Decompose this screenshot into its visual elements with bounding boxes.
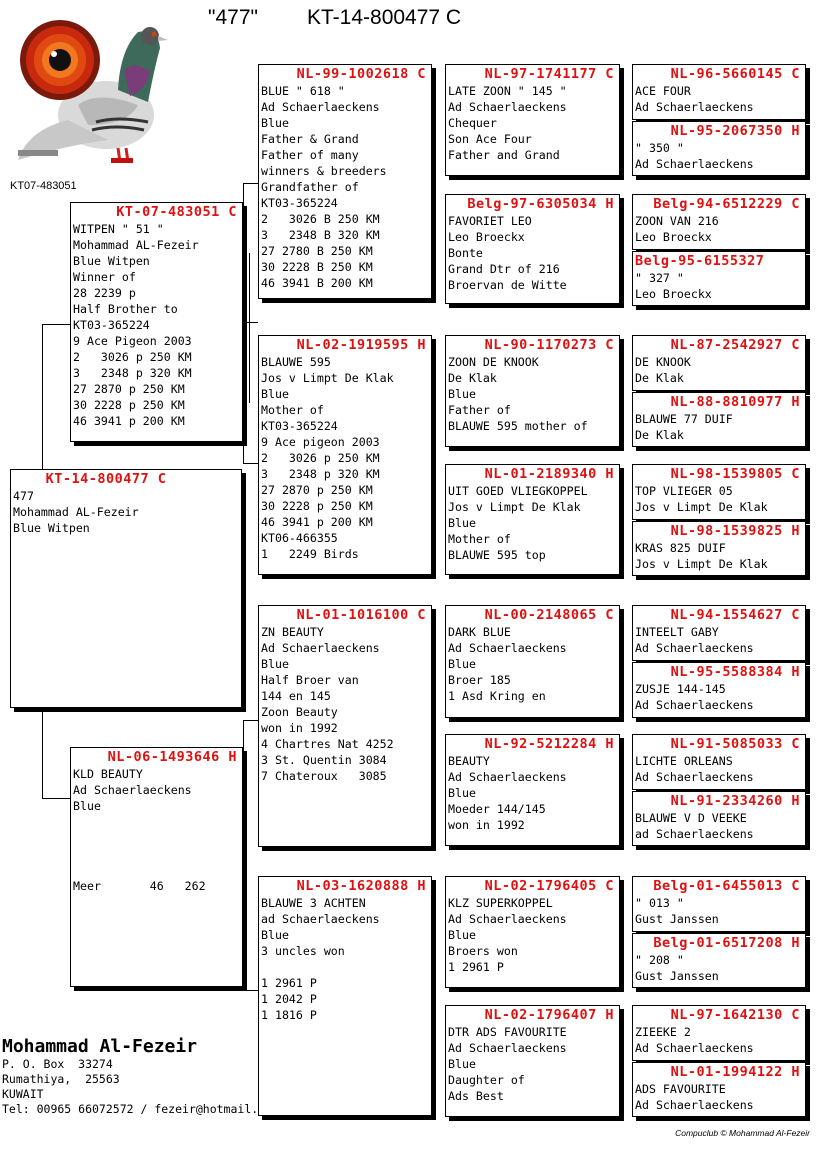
photo-caption: KT07-483051	[10, 180, 77, 192]
info-line: " 013 "	[635, 896, 684, 910]
owner-block	[2, 1036, 258, 1117]
info-line: Half Broer van	[261, 673, 359, 687]
info-line: 2 3026 B 250 KM	[261, 212, 380, 226]
gen3-card	[445, 605, 620, 718]
info-line: 1 2961 P	[448, 960, 504, 974]
info-line: Gust Janssen	[635, 969, 719, 983]
info-line: 1 2961 P	[261, 976, 317, 990]
ring-number: Belg-01-6455013 C	[653, 878, 800, 894]
info-line: Leo Broeckx	[635, 287, 712, 301]
info-line: " 350 "	[635, 141, 684, 155]
ring-number: NL-90-1170273 C	[484, 337, 614, 353]
info-line: " 208 "	[635, 953, 684, 967]
ring-number: NL-88-8810977 H	[670, 394, 800, 410]
info-line: 30 2228 p 250 KM	[261, 499, 373, 513]
ring-number: NL-91-5085033 C	[670, 736, 800, 752]
info-line: Father & Grand	[261, 132, 359, 146]
info-line: 27 2780 B 250 KM	[261, 244, 373, 258]
gen4-card	[632, 734, 806, 790]
info-line: KT03-365224	[261, 196, 338, 210]
info-line: Blue	[261, 928, 289, 942]
info-line: BLAUWE 3 ACHTEN	[261, 896, 366, 910]
ring-number: NL-97-1741177 C	[484, 66, 614, 82]
sire-card	[70, 202, 243, 442]
info-line: 27 2870 p 250 KM	[261, 483, 373, 497]
info-line: ad Schaerlaeckens	[261, 912, 380, 926]
info-line: Ad Schaerlaeckens	[73, 783, 192, 797]
info-line: BLAUWE 595 top	[448, 548, 546, 562]
ring-number: NL-98-1539825 H	[670, 523, 800, 539]
info-line: Ad Schaerlaeckens	[261, 100, 380, 114]
info-line: Jos v Limpt De Klak	[635, 557, 768, 571]
info-line: Blue	[448, 928, 476, 942]
ring-number: NL-01-2189340 H	[484, 466, 614, 482]
info-line: ZN BEAUTY	[261, 625, 324, 639]
gen3-card	[445, 1005, 620, 1117]
info-line: 9 Ace Pigeon 2003	[73, 334, 192, 348]
info-line: Mother of	[261, 403, 324, 417]
gen4-card	[632, 1005, 806, 1061]
info-line: 28 2239 p	[73, 286, 136, 300]
info-line: 30 2228 p 250 KM	[73, 398, 185, 412]
info-line: won in 1992	[261, 721, 338, 735]
info-line: Ad Schaerlaeckens	[261, 641, 380, 655]
info-line: 1 2042 P	[261, 992, 317, 1006]
info-line: 1 2249 Birds	[261, 547, 359, 561]
info-line: TOP VLIEGER 05	[635, 484, 733, 498]
gen4-card	[632, 392, 806, 447]
info-line: De Klak	[635, 371, 684, 385]
info-line: Mother of	[448, 532, 511, 546]
gen4-card	[632, 521, 806, 576]
ring-number: NL-02-1919595 H	[296, 337, 426, 353]
info-line: 46 3941 p 200 KM	[73, 414, 185, 428]
info-line: KLD BEAUTY	[73, 767, 143, 781]
info-line: De Klak	[635, 428, 684, 442]
info-line: WITPEN " 51 "	[73, 222, 164, 236]
info-line: Mohammad AL-Fezeir	[73, 238, 199, 252]
gen4-card	[632, 791, 806, 846]
ring-number: NL-00-2148065 C	[484, 607, 614, 623]
info-line: Son Ace Four	[448, 132, 532, 146]
info-line: 3 2348 p 320 KM	[73, 366, 192, 380]
info-line: Blue	[261, 657, 289, 671]
info-line: Mohammad AL-Fezeir	[13, 505, 139, 519]
info-line: 46 3941 p 200 KM	[261, 515, 373, 529]
info-line: Broers won	[448, 944, 518, 958]
info-line: BLAUWE 77 DUIF	[635, 412, 733, 426]
pigeon-name-title: "477"	[208, 6, 258, 29]
info-line: Ad Schaerlaeckens	[448, 912, 567, 926]
info-line: Blue	[261, 116, 289, 130]
info-line: 3 2348 p 320 KM	[261, 467, 380, 481]
info-line: 30 2228 B 250 KM	[261, 260, 373, 274]
info-line: Blue Witpen	[13, 521, 90, 535]
info-line: ZOON VAN 216	[635, 214, 719, 228]
ring-number: NL-02-1796405 C	[484, 878, 614, 894]
owner-address-line: KUWAIT	[2, 1087, 44, 1101]
info-line: 3 uncles won	[261, 944, 345, 958]
info-line: ZOON DE KNOOK	[448, 355, 539, 369]
owner-name: Mohammad Al-Fezeir	[2, 1036, 198, 1057]
info-line: LICHTE ORLEANS	[635, 754, 733, 768]
info-line	[71, 830, 242, 846]
gen3-card	[445, 335, 620, 447]
info-line: 144 en 145	[261, 689, 331, 703]
info-line: 477	[13, 489, 34, 503]
ring-number: NL-98-1539805 C	[670, 466, 800, 482]
info-line: ZIEEKE 2	[635, 1025, 691, 1039]
ring-number: NL-95-5588384 H	[670, 664, 800, 680]
ring-number: Belg-94-6512229 C	[653, 196, 800, 212]
info-line: Meer 46 262	[73, 879, 206, 893]
gen4-card	[632, 121, 806, 176]
info-line: Blue	[448, 1057, 476, 1071]
info-line: 2 3026 p 250 KM	[73, 350, 192, 364]
info-line: UIT GOED VLIEGKOPPEL	[448, 484, 588, 498]
ring-number: NL-01-1994122 H	[670, 1064, 800, 1080]
ring-number: NL-01-1016100 C	[296, 607, 426, 623]
ring-number: KT-07-483051 C	[116, 204, 237, 220]
info-line: Chequer	[448, 116, 497, 130]
ring-number: Belg-95-6155327	[635, 253, 765, 269]
info-line: Father and Grand	[448, 148, 560, 162]
dam-card	[70, 747, 243, 987]
info-line: won in 1992	[448, 818, 525, 832]
info-line: BLAUWE 595 mother of	[448, 419, 588, 433]
info-line: winners & breeders	[261, 164, 387, 178]
gen3-card	[445, 734, 620, 846]
info-line: Blue	[448, 387, 476, 401]
info-line: Ad Schaerlaeckens	[635, 1041, 754, 1055]
gen3-card	[445, 64, 620, 176]
gen3-card	[445, 194, 620, 304]
info-line: 46 3941 B 200 KM	[261, 276, 373, 290]
info-line: Father of many	[261, 148, 359, 162]
info-line: BLAUWE V D VEEKE	[635, 811, 747, 825]
info-line: BLUE " 618 "	[261, 84, 345, 98]
info-line: 27 2870 p 250 KM	[73, 382, 185, 396]
info-line: DTR ADS FAVOURITE	[448, 1025, 567, 1039]
gen4-card	[632, 194, 806, 250]
info-line: KRAS 825 DUIF	[635, 541, 726, 555]
info-line: Broervan de Witte	[448, 278, 567, 292]
info-line: KT03-365224	[261, 419, 338, 433]
info-line: KT06-466355	[261, 531, 338, 545]
info-line: KLZ SUPERKOPPEL	[448, 896, 553, 910]
grandsire-maternal-card	[258, 605, 432, 847]
info-line: Ad Schaerlaeckens	[635, 698, 754, 712]
copyright-footer: Compuclub © Mohammad Al-Fezeir	[675, 1128, 810, 1138]
info-line: Jos v Limpt De Klak	[448, 500, 581, 514]
info-line: 1 Asd Kring en	[448, 689, 546, 703]
info-line: ad Schaerlaeckens	[635, 827, 754, 841]
granddam-paternal-card	[258, 335, 432, 575]
owner-address-line: P. O. Box 33274	[2, 1057, 113, 1071]
ring-number: Belg-01-6517208 H	[653, 935, 800, 951]
info-line: BEAUTY	[448, 754, 490, 768]
pigeon-eye-logo	[8, 10, 170, 170]
info-line: Ad Schaerlaeckens	[448, 770, 567, 784]
info-line: Father of	[448, 403, 511, 417]
info-line: 4 Chartres Nat 4252	[261, 737, 394, 751]
info-line: Jos v Limpt De Klak	[261, 371, 394, 385]
info-line: DE KNOOK	[635, 355, 691, 369]
info-line: LATE ZOON " 145 "	[448, 84, 567, 98]
ring-number: Belg-97-6305034 H	[467, 196, 614, 212]
info-line: Ad Schaerlaeckens	[448, 100, 567, 114]
ring-number: NL-95-2067350 H	[670, 123, 800, 139]
pigeon-ring-title: KT-14-800477 C	[307, 6, 462, 29]
gen3-card	[445, 464, 620, 575]
info-line: Ad Schaerlaeckens	[448, 641, 567, 655]
gen3-card	[445, 876, 620, 988]
info-line: BLAUWE 595	[261, 355, 331, 369]
info-line: ZUSJE 144-145	[635, 682, 726, 696]
gen4-card	[632, 335, 806, 391]
info-line: Moeder 144/145	[448, 802, 546, 816]
ring-number: NL-96-5660145 C	[670, 66, 800, 82]
info-line: Ads Best	[448, 1089, 504, 1103]
ring-number: NL-02-1796407 H	[484, 1007, 614, 1023]
info-line: Ad Schaerlaeckens	[448, 1041, 567, 1055]
ring-number: NL-97-1642130 C	[670, 1007, 800, 1023]
info-line: Jos v Limpt De Klak	[635, 500, 768, 514]
info-line: Blue	[448, 516, 476, 530]
info-line: Daughter of	[448, 1073, 525, 1087]
info-line: Leo Broeckx	[448, 230, 525, 244]
info-line: Ad Schaerlaeckens	[635, 641, 754, 655]
ring-number: NL-03-1620888 H	[296, 878, 426, 894]
info-line	[259, 959, 431, 975]
info-line: " 327 "	[635, 271, 684, 285]
info-line	[71, 846, 242, 862]
info-line: Grandfather of	[261, 180, 359, 194]
info-line: De Klak	[448, 371, 497, 385]
gen4-card	[632, 64, 806, 120]
gen4-card	[632, 662, 806, 718]
ring-number: NL-91-2334260 H	[670, 793, 800, 809]
info-line: Blue Witpen	[73, 254, 150, 268]
subject-pigeon-card	[10, 469, 242, 708]
info-line: 1 1816 P	[261, 1008, 317, 1022]
granddam-maternal-card	[258, 876, 432, 1116]
info-line: Bonte	[448, 246, 483, 260]
info-line: INTEELT GABY	[635, 625, 719, 639]
info-line: Blue	[261, 387, 289, 401]
info-line: 3 2348 B 320 KM	[261, 228, 380, 242]
gen4-card	[632, 251, 806, 306]
info-line: DARK BLUE	[448, 625, 511, 639]
info-line: ACE FOUR	[635, 84, 691, 98]
info-line: Blue	[73, 799, 101, 813]
info-line: 7 Chateroux 3085	[261, 769, 387, 783]
ring-number: NL-92-5212284 H	[484, 736, 614, 752]
info-line	[71, 814, 242, 830]
info-line: 2 3026 p 250 KM	[261, 451, 380, 465]
gen4-card	[632, 605, 806, 661]
gen4-card	[632, 464, 806, 520]
info-line: 9 Ace pigeon 2003	[261, 435, 380, 449]
info-line: Half Brother to	[73, 302, 178, 316]
ring-number: NL-94-1554627 C	[670, 607, 800, 623]
gen4-card	[632, 876, 806, 932]
ring-number: NL-06-1493646 H	[107, 749, 237, 765]
info-line: 3 St. Quentin 3084	[261, 753, 387, 767]
ring-number: NL-99-1002618 C	[296, 66, 426, 82]
info-line: Grand Dtr of 216	[448, 262, 560, 276]
info-line: KT03-365224	[73, 318, 150, 332]
info-line: Gust Janssen	[635, 912, 719, 926]
info-line: Ad Schaerlaeckens	[635, 770, 754, 784]
info-line: Blue	[448, 786, 476, 800]
info-line: Zoon Beauty	[261, 705, 338, 719]
info-line	[71, 862, 242, 878]
info-line: Winner of	[73, 270, 136, 284]
info-line: Broer 185	[448, 673, 511, 687]
ring-number: KT-14-800477 C	[45, 471, 167, 487]
info-line: Ad Schaerlaeckens	[635, 100, 754, 114]
info-line: FAVORIET LEO	[448, 214, 532, 228]
info-line: Ad Schaerlaeckens	[635, 1098, 754, 1112]
gen4-card	[632, 933, 806, 988]
grandsire-paternal-card	[258, 64, 432, 299]
gen4-card	[632, 1062, 806, 1117]
info-line: Ad Schaerlaeckens	[635, 157, 754, 171]
info-line: Leo Broeckx	[635, 230, 712, 244]
info-line: Blue	[448, 657, 476, 671]
ring-number: NL-87-2542927 C	[670, 337, 800, 353]
owner-address-line: Rumathiya, 25563	[2, 1072, 120, 1086]
owner-contact-line: Tel: 00965 66072572 / fezeir@hotmail.	[2, 1102, 259, 1116]
info-line: ADS FAVOURITE	[635, 1082, 726, 1096]
